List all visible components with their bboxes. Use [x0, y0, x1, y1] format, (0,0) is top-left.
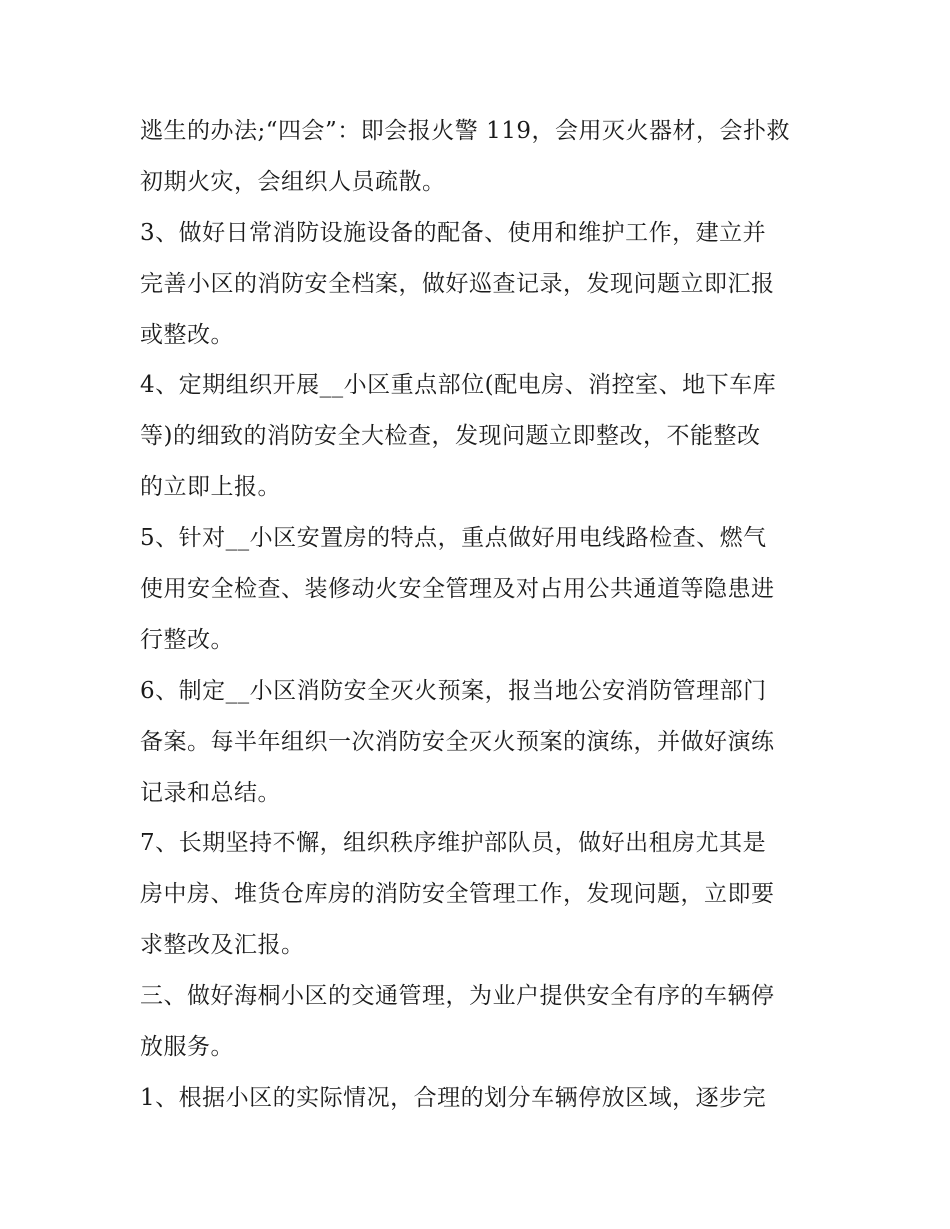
text-line: 的立即上报。: [140, 474, 281, 501]
text-line: 求整改及汇报。: [140, 932, 305, 959]
text-line: 等)的细致的消防安全大检查，发现问题立即整改，不能整改: [140, 423, 761, 450]
text-line: 或整改。: [140, 321, 234, 348]
text-line: 5、针对__小区安置房的特点，重点做好用电线路检查、燃气: [140, 525, 767, 552]
text-line: 放服务。: [140, 1034, 234, 1061]
text-line: 行整改。: [140, 626, 234, 653]
text-line: 7、长期坚持不懈，组织秩序维护部队员，做好出租房尤其是: [140, 830, 767, 857]
text-line: 房中房、堆货仓库房的消防安全管理工作，发现问题，立即要: [140, 881, 775, 908]
text-line: 完善小区的消防安全档案，做好巡查记录，发现问题立即汇报: [140, 270, 775, 297]
text-line: 备案。每半年组织一次消防安全灭火预案的演练，并做好演练: [140, 728, 775, 755]
text-line: 记录和总结。: [140, 779, 281, 806]
text-line: 1、根据小区的实际情况，合理的划分车辆停放区域，逐步完: [140, 1084, 767, 1111]
text-line: 6、制定__小区消防安全灭火预案，报当地公安消防管理部门: [140, 677, 767, 704]
text-line: 使用安全检查、装修动火安全管理及对占用公共通道等隐患进: [140, 576, 775, 603]
text-line: 3、做好日常消防设施设备的配备、使用和维护工作，建立并: [140, 219, 767, 246]
text-line: 三、做好海桐小区的交通管理，为业户提供安全有序的车辆停: [140, 983, 775, 1010]
text-line: 初期火灾，会组织人员疏散。: [140, 168, 446, 195]
text-line: 逃生的办法;“四会”：即会报火警 119，会用灭火器材，会扑救: [140, 118, 790, 144]
document-body: [140, 106, 820, 1124]
text-line: 4、定期组织开展__小区重点部位(配电房、消控室、地下车库: [140, 372, 777, 399]
